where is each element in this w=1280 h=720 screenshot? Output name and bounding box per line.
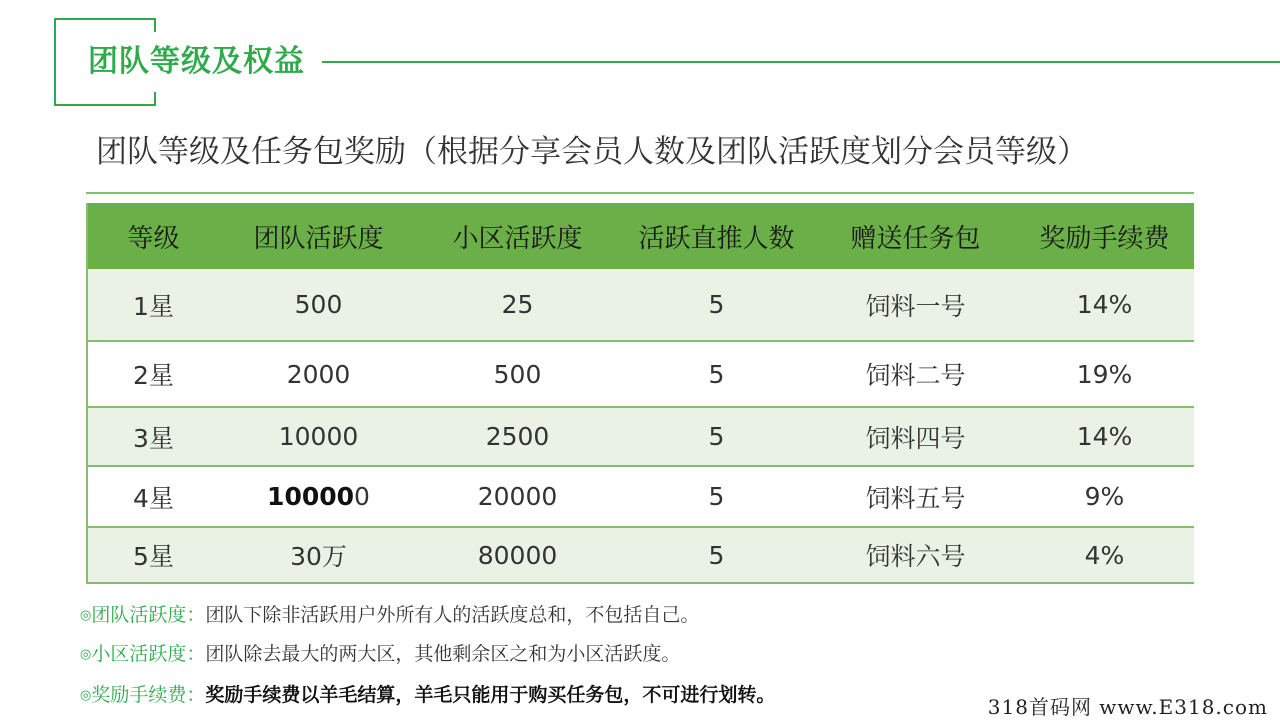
cell-level: 5星	[88, 527, 219, 583]
cell-zone-activity: 20000	[418, 466, 617, 527]
cell-zone-activity: 2500	[418, 407, 617, 466]
column-header-gift-package: 赠送任务包	[816, 203, 1015, 269]
note-term: 小区活跃度：	[91, 643, 206, 665]
bullet-icon: ◎	[80, 647, 92, 662]
column-header-reward-fee: 奖励手续费	[1015, 203, 1194, 269]
cell-direct-referrals: 5	[617, 407, 816, 466]
cell-gift-package: 饲料五号	[816, 466, 1015, 527]
cell-reward-fee: 14%	[1015, 407, 1194, 466]
column-header-level: 等级	[88, 203, 219, 269]
level-table-container	[86, 203, 1194, 584]
note-term: 奖励手续费：	[91, 684, 206, 706]
cell-team-activity: 2000	[219, 341, 418, 407]
cell-level: 3星	[88, 407, 219, 466]
cell-gift-package: 饲料一号	[816, 269, 1015, 341]
cell-reward-fee: 4%	[1015, 527, 1194, 583]
title-divider-line	[322, 61, 1280, 63]
cell-team-activity: 500	[219, 269, 418, 341]
cell-direct-referrals: 5	[617, 527, 816, 583]
table-top-divider	[86, 192, 1194, 194]
note-term: 团队活跃度：	[91, 604, 206, 626]
cell-direct-referrals: 5	[617, 269, 816, 341]
cell-level: 1星	[88, 269, 219, 341]
site-watermark: 318首码网 www.E318.com	[987, 695, 1268, 719]
note-description: 团队下除非活跃用户外所有人的活跃度总和，不包括自己。	[205, 604, 700, 626]
cell-reward-fee: 9%	[1015, 466, 1194, 527]
cell-team-activity: 10000	[219, 407, 418, 466]
cell-zone-activity: 500	[418, 341, 617, 407]
bullet-icon: ◎	[80, 608, 92, 623]
cell-zone-activity: 80000	[418, 527, 617, 583]
cell-level: 4星	[88, 466, 219, 527]
column-header-zone-activity: 小区活跃度	[418, 203, 617, 269]
cell-gift-package: 饲料二号	[816, 341, 1015, 407]
cell-direct-referrals: 5	[617, 466, 816, 527]
table-row	[88, 527, 1194, 583]
note-zone-activity	[80, 641, 680, 668]
cell-zone-activity: 25	[418, 269, 617, 341]
team-activity-bold-part: 10000	[267, 482, 355, 511]
section-subtitle: 团队等级及任务包奖励（根据分享会员人数及团队活跃度划分会员等级）	[96, 134, 1088, 170]
cell-reward-fee: 19%	[1015, 341, 1194, 407]
cell-team-activity: 30万	[219, 527, 418, 583]
cell-direct-referrals: 5	[617, 341, 816, 407]
page-title: 团队等级及权益	[88, 44, 305, 79]
table-header-row	[88, 203, 1194, 269]
cell-reward-fee: 14%	[1015, 269, 1194, 341]
level-benefits-table	[88, 203, 1194, 584]
table-row	[88, 341, 1194, 407]
note-team-activity	[80, 602, 699, 629]
column-header-team-activity: 团队活跃度	[219, 203, 418, 269]
note-description: 奖励手续费以羊毛结算，羊毛只能用于购买任务包，不可进行划转。	[205, 684, 776, 706]
team-activity-rest-part: 0	[354, 482, 370, 511]
bullet-icon: ◎	[80, 688, 92, 703]
cell-gift-package: 饲料六号	[816, 527, 1015, 583]
table-row	[88, 466, 1194, 527]
note-description: 团队除去最大的两大区，其他剩余区之和为小区活跃度。	[205, 643, 681, 665]
column-header-direct-referrals: 活跃直推人数	[617, 203, 816, 269]
table-row	[88, 269, 1194, 341]
note-reward-fee	[80, 682, 775, 709]
cell-gift-package: 饲料四号	[816, 407, 1015, 466]
cell-level: 2星	[88, 341, 219, 407]
table-row	[88, 407, 1194, 466]
cell-team-activity	[219, 466, 418, 527]
